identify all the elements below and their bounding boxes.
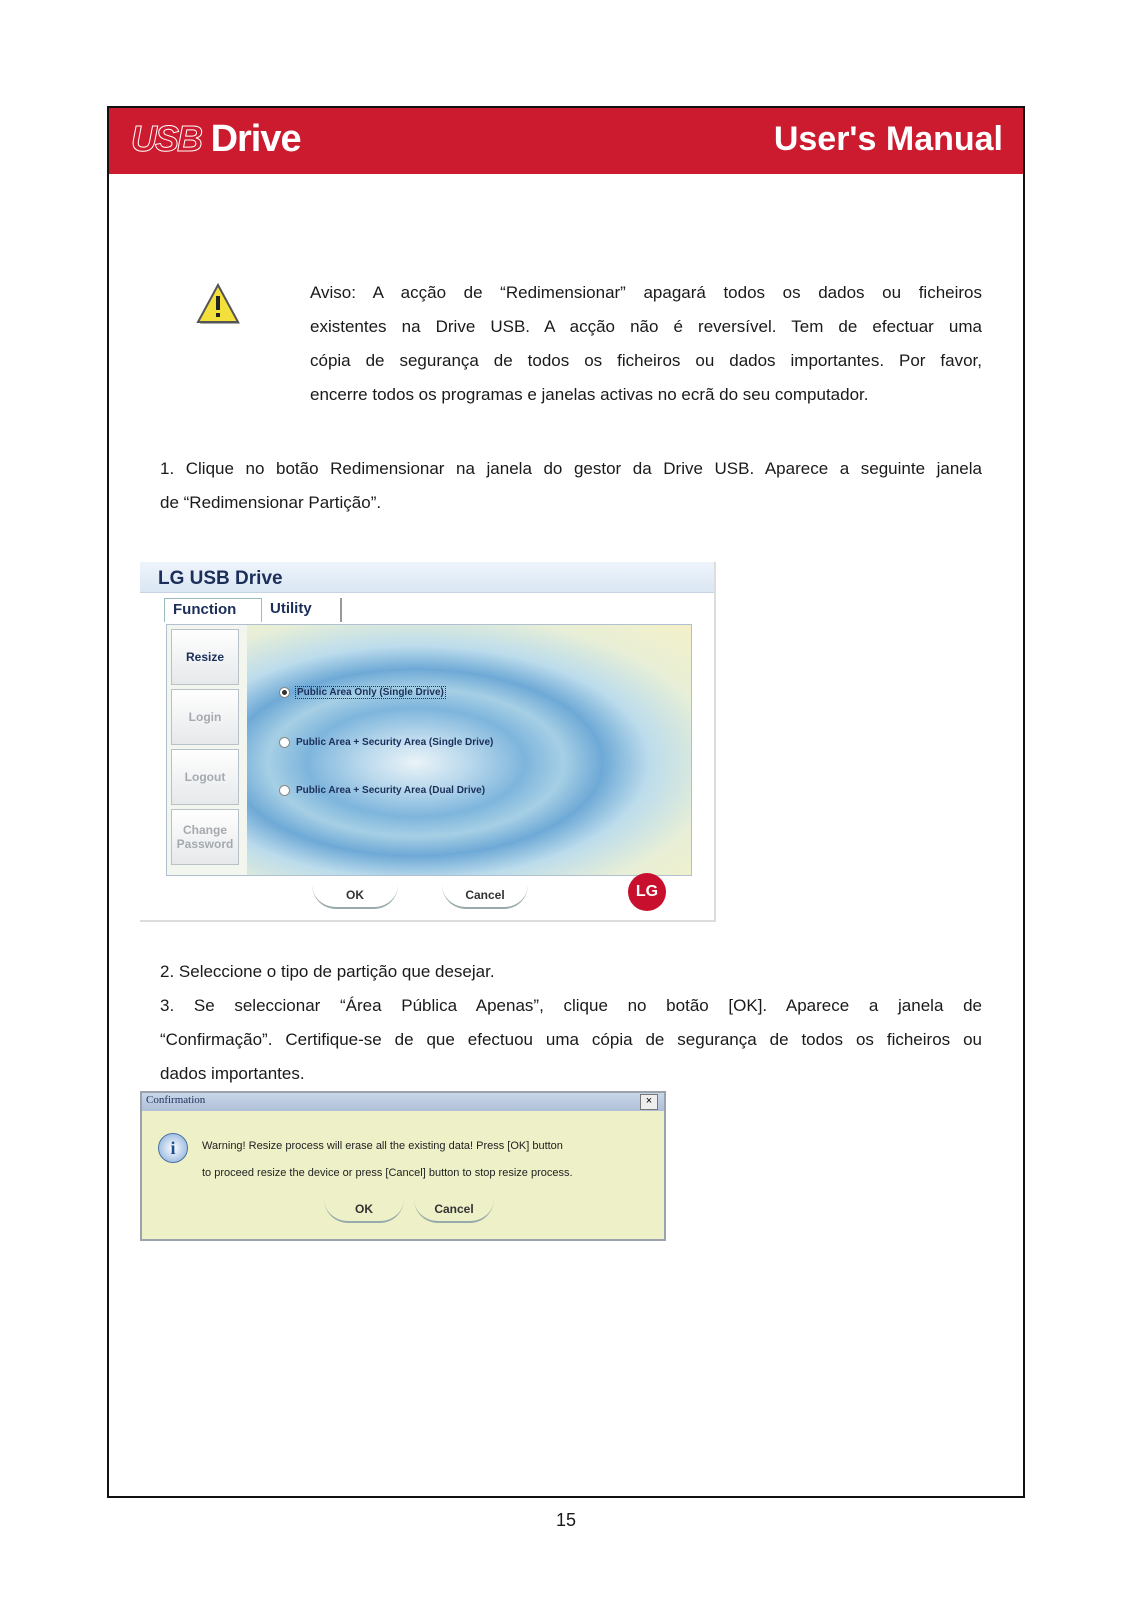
change-password-label-2: Password <box>176 837 234 851</box>
cancel-button[interactable]: Cancel <box>442 885 528 909</box>
message-line-1: Warning! Resize process will erase all the existing data! Press [OK] button <box>202 1140 563 1152</box>
step-3 <box>160 989 982 1091</box>
brand-drive: Drive <box>210 118 301 160</box>
option-public-security-dual[interactable] <box>279 785 485 796</box>
ok-button[interactable]: OK <box>312 885 398 909</box>
message-line-2: to proceed resize the device or press [Cancel] button to stop resize process. <box>202 1167 573 1179</box>
radio-dot <box>279 737 290 748</box>
confirmation-window <box>140 1091 666 1241</box>
confirm-cancel-button[interactable]: Cancel <box>414 1199 494 1223</box>
option-label: Public Area + Security Area (Single Drive) <box>296 737 494 748</box>
step-1 <box>160 452 982 520</box>
lg-logo-icon: LG <box>628 873 666 911</box>
step-3-line-2: “Confirmação”. Certifique-se de que efectuou uma cópia de segurança de todos os ficheiros ou <box>160 1030 982 1049</box>
step-1-line-1: 1. Clique no botão Redimensionar na janela do gestor da Drive USB. Aparece a seguinte janela <box>160 459 982 478</box>
option-label: Public Area + Security Area (Dual Drive) <box>296 785 486 796</box>
confirmation-title: Confirmation <box>146 1094 206 1106</box>
option-label: Public Area Only (Single Drive) <box>297 687 444 698</box>
confirmation-message <box>202 1133 652 1187</box>
info-icon: i <box>158 1133 188 1163</box>
swirl-background <box>247 625 691 875</box>
brand-usb: USB <box>131 118 202 159</box>
close-icon[interactable]: × <box>640 1094 658 1110</box>
option-public-only[interactable] <box>279 687 445 698</box>
step-3-line-1: 3. Se seleccionar “Área Pública Apenas”, clique no botão [OK]. Aparece a janela de <box>160 996 982 1015</box>
header-banner <box>109 108 1023 174</box>
radio-dot <box>279 785 290 796</box>
tab-function[interactable]: Function <box>164 598 262 622</box>
page-number: 15 <box>555 1510 577 1530</box>
warning-line-2: existentes na Drive USB. A acção não é reversível. Tem de efectuar uma <box>310 317 982 336</box>
step-2: 2. Seleccione o tipo de partição que desejar. <box>160 962 495 981</box>
login-button[interactable]: Login <box>171 689 239 745</box>
usb-drive-logo <box>131 118 301 161</box>
logout-button[interactable]: Logout <box>171 749 239 805</box>
tab-utility[interactable]: Utility <box>262 598 342 622</box>
change-password-label-1: Change <box>182 823 227 837</box>
resize-button[interactable]: Resize <box>171 629 239 685</box>
change-password-button[interactable] <box>171 809 239 865</box>
step-3-line-3: dados importantes. <box>160 1064 305 1083</box>
step-1-line-2: de “Redimensionar Partição”. <box>160 493 382 512</box>
confirmation-title-bar <box>142 1093 664 1111</box>
confirm-ok-button[interactable]: OK <box>324 1199 404 1223</box>
lg-usb-drive-window <box>140 562 716 922</box>
warning-line-4: encerre todos os programas e janelas activas no ecrã do seu computador. <box>310 385 869 404</box>
lg-window-title: LG USB Drive <box>158 568 283 589</box>
manual-title: User's Manual <box>773 120 1003 158</box>
function-panel <box>166 624 692 876</box>
warning-line-1: Aviso: A acção de “Redimensionar” apagará todos os dados ou ficheiros <box>310 283 982 302</box>
radio-dot <box>279 687 290 698</box>
option-public-security-single[interactable] <box>279 737 493 748</box>
warning-line-3: cópia de segurança de todos os ficheiros ou dados importantes. Por favor, <box>310 351 982 370</box>
warning-icon <box>196 282 240 326</box>
warning-text <box>310 276 982 412</box>
